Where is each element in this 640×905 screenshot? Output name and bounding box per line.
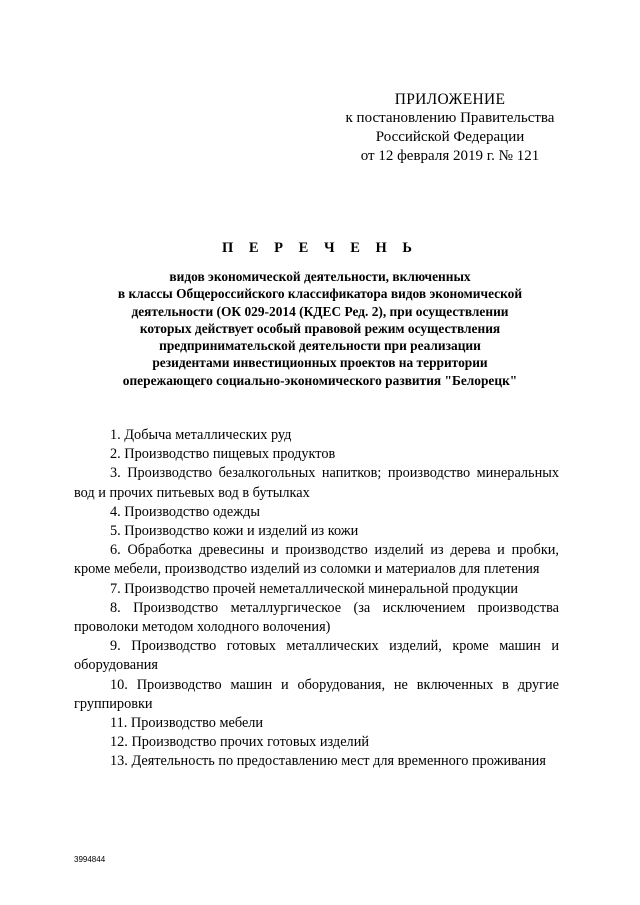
list-item: 4. Производство одежды <box>110 503 260 520</box>
appendix-line-2: Российской Федерации <box>375 129 525 145</box>
subtitle-line: резидентами инвестиционных проектов на территории <box>152 355 488 371</box>
appendix-line-1: к постановлению Правительства <box>345 110 555 126</box>
list-item: 9. Производство готовых металлических изделий, кроме машин и оборудования <box>74 638 559 674</box>
subtitle-line: опережающего социально-экономического развития "Белорецк" <box>122 372 518 388</box>
subtitle-line: деятельности (ОК 029-2014 (КДЕС Ред. 2), при осуществлении <box>131 303 509 319</box>
list-item: 2. Производство пищевых продуктов <box>110 446 336 463</box>
list-item: 6. Обработка древесины и производство изделий из дерева и пробки, кроме мебели, производство изделий из соломки и материалов для плетения <box>74 542 559 578</box>
appendix-title: ПРИЛОЖЕНИЕ <box>394 91 506 108</box>
appendix-block <box>330 90 570 166</box>
document-title: П Е Р Е Ч Е Н Ь <box>221 240 419 256</box>
list-item: 10. Производство машин и оборудования, не включенных в другие группировки <box>74 676 559 712</box>
list-item: 13. Деятельность по предоставлению мест для временного проживания <box>110 753 546 770</box>
document-subtitle <box>60 268 580 389</box>
list-item: 1. Добыча металлических руд <box>110 427 292 443</box>
list-item: 3. Производство безалкогольных напитков; производство минеральных вод и прочих питьевых вод в бутылках <box>74 465 559 501</box>
subtitle-line: видов экономической деятельности, включенных <box>169 269 471 284</box>
list-item: 8. Производство металлургическое (за исключением производства проволоки методом холодного волочения) <box>74 599 559 636</box>
list-item: 7. Производство прочей неметаллической минеральной продукции <box>110 580 519 597</box>
document-code: 3994844 <box>74 855 106 864</box>
subtitle-line: в классы Общероссийского классификатора видов экономической <box>117 286 523 302</box>
subtitle-line: которых действует особый правовой режим осуществления <box>139 320 501 336</box>
activity-list <box>74 426 559 772</box>
list-item: 11. Производство мебели <box>110 715 264 732</box>
appendix-line-3: от 12 февраля 2019 г. № 121 <box>360 148 540 164</box>
list-item: 5. Производство кожи и изделий из кожи <box>110 523 359 540</box>
list-item: 12. Производство прочих готовых изделий <box>110 734 369 751</box>
subtitle-line: предпринимательской деятельности при реализации <box>159 338 481 354</box>
